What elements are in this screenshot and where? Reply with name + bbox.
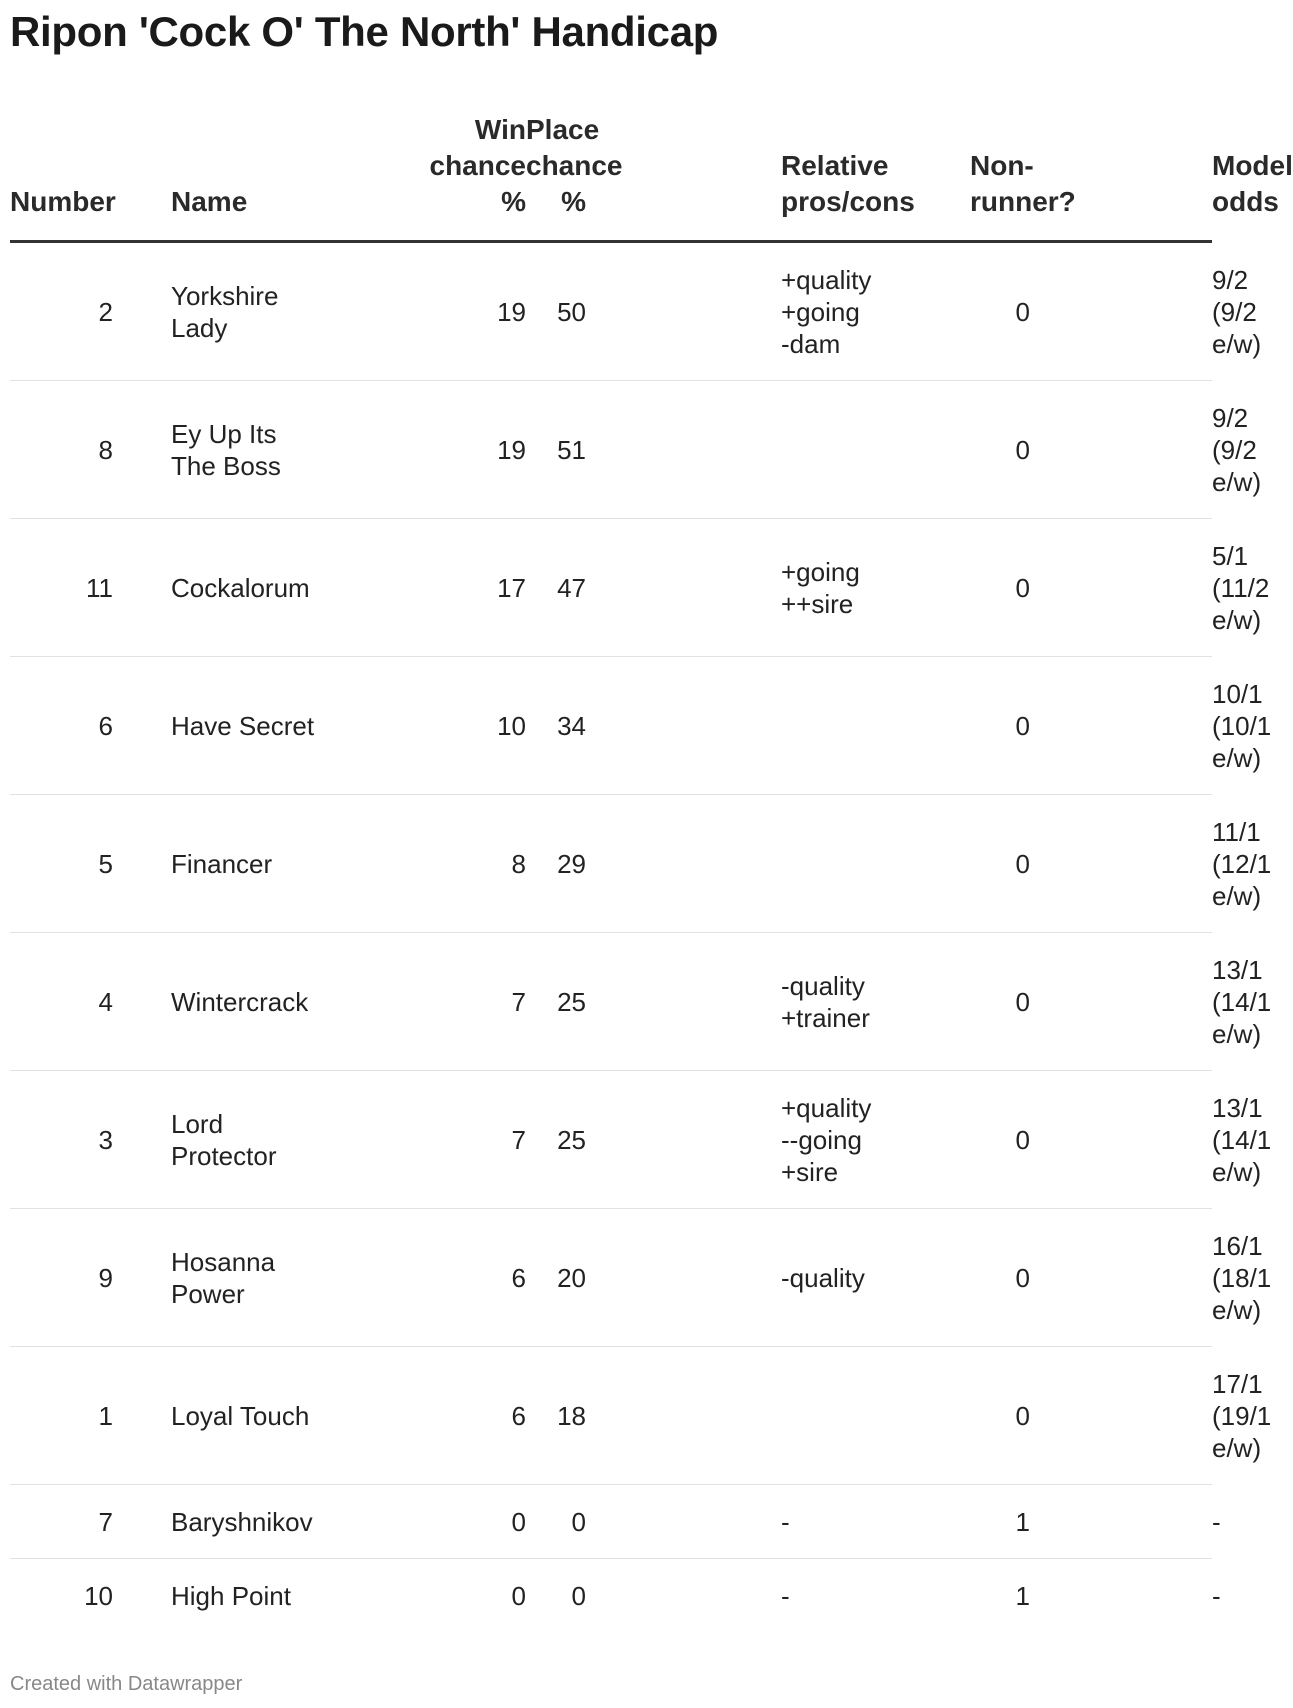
cell-non-runner: 1	[1015, 1580, 1030, 1611]
table-row[interactable]: 2 Yorkshire Lady 19 50 +quality +going -dam 0 9/2 (9/2 e/w)	[10, 242, 1212, 381]
cell-number: 11	[10, 519, 113, 657]
cell-pros-cons: -	[781, 1485, 970, 1559]
cell-number: 4	[10, 933, 113, 1071]
cell-win-chance: 7	[371, 1071, 526, 1209]
cell-gap	[113, 242, 171, 381]
cell-pros-cons: -quality +trainer	[781, 933, 970, 1071]
table-row[interactable]: 4 Wintercrack 7 25 -quality +trainer 0 13/1 (14/1 e/w)	[10, 933, 1212, 1071]
cell-win-chance: 7	[371, 933, 526, 1071]
cell-name: Hosanna Power	[171, 1209, 371, 1347]
cell-gap	[1030, 242, 1212, 381]
cell-place-chance: 25	[526, 1071, 586, 1209]
cell-gap	[586, 1071, 781, 1209]
cell-name: Financer	[171, 795, 371, 933]
cell-non-runner: 0	[970, 657, 1030, 795]
table-row[interactable]: 9 Hosanna Power 6 20 -quality 0 16/1 (18/1 e/w)	[10, 1209, 1212, 1347]
cell-gap	[1030, 381, 1212, 519]
cell-pros-cons	[781, 795, 970, 933]
cell-gap	[586, 1559, 781, 1633]
cell-name: Baryshnikov	[171, 1485, 371, 1559]
cell-name: Wintercrack	[171, 933, 371, 1071]
cell-gap	[586, 381, 781, 519]
datawrapper-credit: Created with Datawrapper	[10, 1673, 243, 1695]
cell-non-runner: 0	[970, 519, 1030, 657]
cell-pros-cons: +going ++sire	[781, 519, 970, 657]
cell-win-chance: 19	[371, 242, 526, 381]
cell-gap	[586, 1347, 781, 1485]
cell-gap	[113, 1209, 171, 1347]
cell-gap	[113, 795, 171, 933]
table-body	[10, 242, 1272, 1633]
table-row[interactable]: 1 Loyal Touch 6 18 0 17/1 (19/1 e/w)	[10, 1347, 1212, 1485]
cell-pros-cons	[781, 1347, 970, 1485]
column-header-place-chance[interactable]: Place chance %	[526, 112, 586, 242]
cell-non-runner: 1	[970, 1485, 1030, 1559]
table-row[interactable]: 8 Ey Up Its The Boss 19 51 0 9/2 (9/2 e/w)	[10, 381, 1212, 519]
column-header-name[interactable]: Name	[171, 112, 371, 242]
cell-place-chance: 34	[526, 657, 586, 795]
cell-gap	[1030, 1071, 1212, 1209]
cell-number: 2	[10, 242, 113, 381]
cell-gap	[113, 519, 171, 657]
cell-win-chance: 17	[371, 519, 526, 657]
cell-number: 3	[10, 1071, 113, 1209]
cell-number: 1	[10, 1347, 113, 1485]
cell-gap	[113, 933, 171, 1071]
cell-non-runner: 0	[970, 1209, 1030, 1347]
cell-number: 8	[10, 381, 113, 519]
cell-gap	[113, 381, 171, 519]
cell-win-chance: 8	[371, 795, 526, 933]
cell-win-chance: 6	[371, 1347, 526, 1485]
column-gap	[1030, 112, 1212, 242]
cell-place-chance: 50	[526, 242, 586, 381]
cell-gap	[586, 1209, 781, 1347]
cell-gap	[1030, 1209, 1212, 1347]
cell-non-runner: 0	[970, 381, 1030, 519]
cell-gap	[586, 519, 781, 657]
cell-non-runner: 0	[970, 795, 1030, 933]
cell-number: 7	[10, 1485, 113, 1559]
cell-non-runner: 0	[970, 1071, 1030, 1209]
cell-place-chance: 18	[526, 1347, 586, 1485]
cell-win-chance: 19	[371, 381, 526, 519]
table-row[interactable]: 5 Financer 8 29 0 11/1 (12/1 e/w)	[10, 795, 1212, 933]
column-gap	[113, 112, 171, 242]
cell-name: Loyal Touch	[171, 1347, 371, 1485]
cell-gap	[1030, 1559, 1212, 1633]
cell-place-chance: 51	[526, 381, 586, 519]
cell-name: High Point	[171, 1580, 291, 1611]
cell-gap	[1030, 519, 1212, 657]
cell-gap	[113, 1071, 171, 1209]
cell-name: Lord Protector	[171, 1071, 371, 1209]
cell-number: 9	[10, 1209, 113, 1347]
cell-win-chance: 0	[371, 1485, 526, 1559]
cell-place-chance: 0	[526, 1485, 586, 1559]
cell-gap	[1030, 1347, 1212, 1485]
cell-pros-cons: -quality	[781, 1209, 970, 1347]
cell-win-chance: 6	[371, 1209, 526, 1347]
cell-non-runner: 0	[970, 933, 1030, 1071]
column-header-win-chance[interactable]: Win chance %	[371, 112, 526, 242]
cell-gap	[1030, 933, 1212, 1071]
cell-pros-cons: +quality +going -dam	[781, 242, 970, 381]
page-title: Ripon 'Cock O' The North' Handicap	[10, 8, 719, 55]
cell-pros-cons: -	[781, 1580, 790, 1611]
cell-non-runner: 0	[970, 242, 1030, 381]
column-header-non-runner[interactable]: Non- runner?	[970, 112, 1030, 242]
table-row[interactable]: 6 Have Secret 10 34 0 10/1 (10/1 e/w)	[10, 657, 1212, 795]
table-row[interactable]: 7 Baryshnikov 0 0 - 1 -	[10, 1485, 1212, 1559]
cell-non-runner: 0	[970, 1347, 1030, 1485]
cell-gap	[113, 1485, 171, 1559]
cell-gap	[113, 1559, 171, 1633]
cell-number: 6	[10, 657, 113, 795]
cell-name: Cockalorum	[171, 519, 371, 657]
table-row[interactable]: 10 High Point 0 0 - 1 -	[10, 1559, 1212, 1633]
column-header-number[interactable]: Number	[10, 112, 113, 242]
cell-gap	[586, 795, 781, 933]
cell-pros-cons: +quality --going +sire	[781, 1071, 970, 1209]
cell-gap	[113, 657, 171, 795]
cell-name: Yorkshire Lady	[171, 242, 371, 381]
cell-name: Have Secret	[171, 657, 371, 795]
cell-gap	[113, 1347, 171, 1485]
cell-gap	[1030, 657, 1212, 795]
cell-gap	[1030, 795, 1212, 933]
table-header-row: Number Name Win chance % Place chance % Relative pros/cons Non- runner? Model odds	[10, 112, 1212, 242]
cell-number: 10	[84, 1580, 113, 1611]
cell-gap	[586, 657, 781, 795]
cell-place-chance: 29	[526, 795, 586, 933]
cell-place-chance: 25	[526, 933, 586, 1071]
cell-pros-cons	[781, 381, 970, 519]
table-row[interactable]: 11 Cockalorum 17 47 +going ++sire 0 5/1 (11/2 e/w)	[10, 519, 1212, 657]
cell-place-chance: 47	[526, 519, 586, 657]
cell-name: Ey Up Its The Boss	[171, 381, 371, 519]
cell-win-chance: 0	[511, 1580, 526, 1611]
table-row[interactable]: 3 Lord Protector 7 25 +quality --going +sire 0 13/1 (14/1 e/w)	[10, 1071, 1212, 1209]
cell-gap	[586, 1485, 781, 1559]
cell-gap	[586, 242, 781, 381]
cell-gap	[1030, 1485, 1212, 1559]
cell-win-chance: 10	[371, 657, 526, 795]
column-header-pros-cons[interactable]: Relative pros/cons	[781, 112, 970, 242]
cell-place-chance: 0	[571, 1580, 586, 1611]
odds-table	[10, 112, 1293, 1632]
cell-number: 5	[10, 795, 113, 933]
cell-pros-cons	[781, 657, 970, 795]
cell-gap	[586, 933, 781, 1071]
cell-place-chance: 20	[526, 1209, 586, 1347]
